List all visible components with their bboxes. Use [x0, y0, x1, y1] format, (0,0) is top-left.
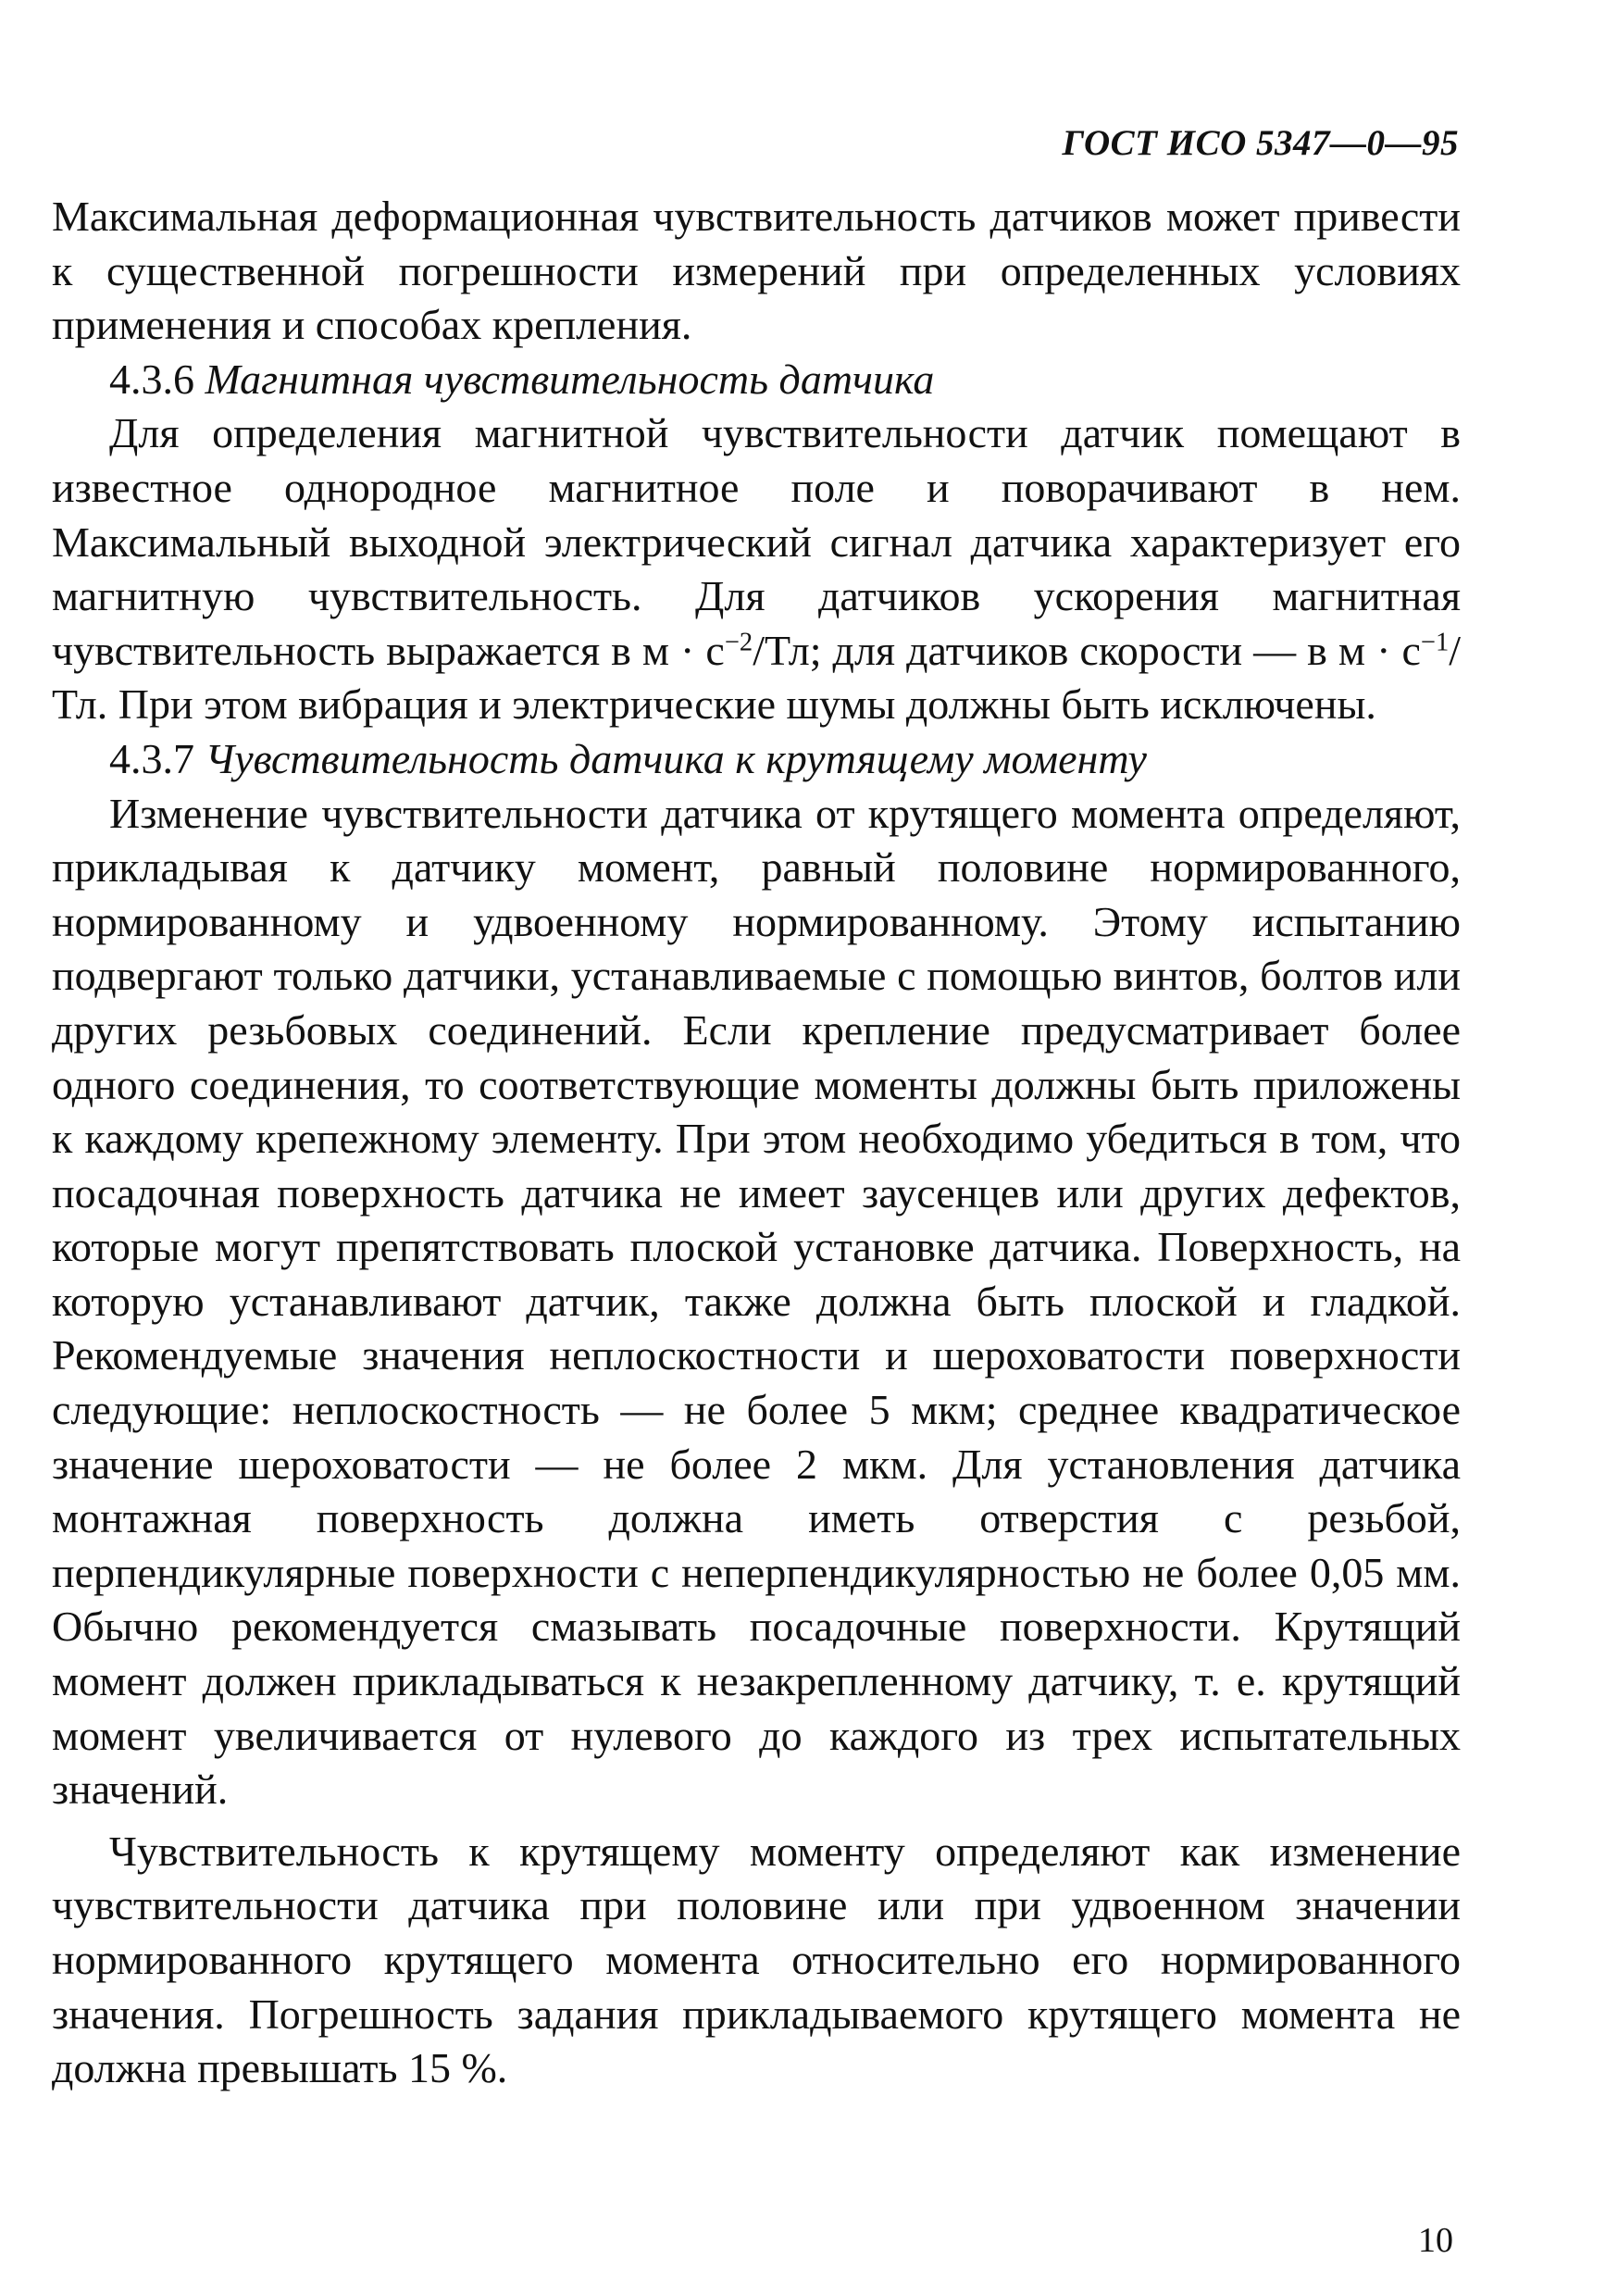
paragraph-deformation-sensitivity: Максимальная деформационная чувствительность датчиков может привести к существенной погрешности измерений при определенных условиях применения и способах крепления.: [52, 193, 1461, 349]
paragraph-torque-sensitivity-definition: Чувствительность к крутящему моменту определяют как изменение чувствительности датчика при половине или при удвоенном значении нормированного крутящего момента относительно его нормированного значения. Погрешность задания прикладываемого крутящего момента не должна превышать 15 %.: [52, 1827, 1461, 2092]
section-number: 4.3.7: [109, 734, 194, 782]
text-segment: Для определения магнитной чувствительности датчик помещают в известное однородное магнитное поле и поворачивают в нем. Максимальный выходной электрический сигнал датчика характеризует его магнитную чувствительность. Для датчиков ускорения магнитная чувствительность выражается в м · с: [52, 409, 1461, 674]
paragraph-magnetic-sensitivity: [52, 406, 1461, 732]
page-number: 10: [1418, 2221, 1453, 2260]
page-content: [52, 190, 1461, 2096]
section-title: Магнитная чувствительность датчика: [205, 355, 935, 403]
text-segment: /Тл; для датчиков скорости — в м · с: [753, 626, 1421, 674]
exponent: −1: [1420, 628, 1450, 657]
section-heading-4-3-7: [52, 732, 1461, 787]
exponent: −2: [724, 628, 753, 657]
section-title: Чувствительность датчика к крутящему моменту: [205, 734, 1147, 782]
standard-code-header: ГОСТ ИСО 5347—0—95: [1062, 123, 1459, 163]
section-heading-4-3-6: [52, 353, 1461, 407]
text-segment: / Тл. При этом вибрация и электрические шумы должны быть исключены.: [52, 626, 1461, 729]
paragraph-torque-test-method: Изменение чувствительности датчика от крутящего момента определяют, прикладывая к датчику момент, равный половине нормированного, нормированному и удвоенному нормированному. Этому испытанию подвергают только датчики, устанавливаемые с помощью винтов, болтов или других резьбовых соединений. Если крепление предусматривает более одного соединения, то соответствующие моменты должны быть приложены к каждому крепежному элементу. При этом необходимо убедиться в том, что посадочная поверхность датчика не имеет заусенцев или других дефектов, которые могут препятствовать плоской установке датчика. Поверхность, на которую устанавливают датчик, также должна быть плоской и гладкой. Рекомендуемые значения неплоскостности и шероховатости поверхности следующие: неплоскостность — не более 5 мкм; среднее квадратическое значение шероховатости — не более 2 мкм. Для установления датчика монтажная поверхность должна иметь отверстия с резьбой, перпендикулярные поверхности с неперпендикулярностью не более 0,05 мм. Обычно рекомендуется смазывать посадочные поверхности. Крутящий момент должен прикладываться к незакрепленному датчику, т. е. крутящий момент увеличивается от нулевого до каждого из трех испытательных значений.: [52, 789, 1461, 1814]
section-number: 4.3.6: [109, 355, 194, 403]
